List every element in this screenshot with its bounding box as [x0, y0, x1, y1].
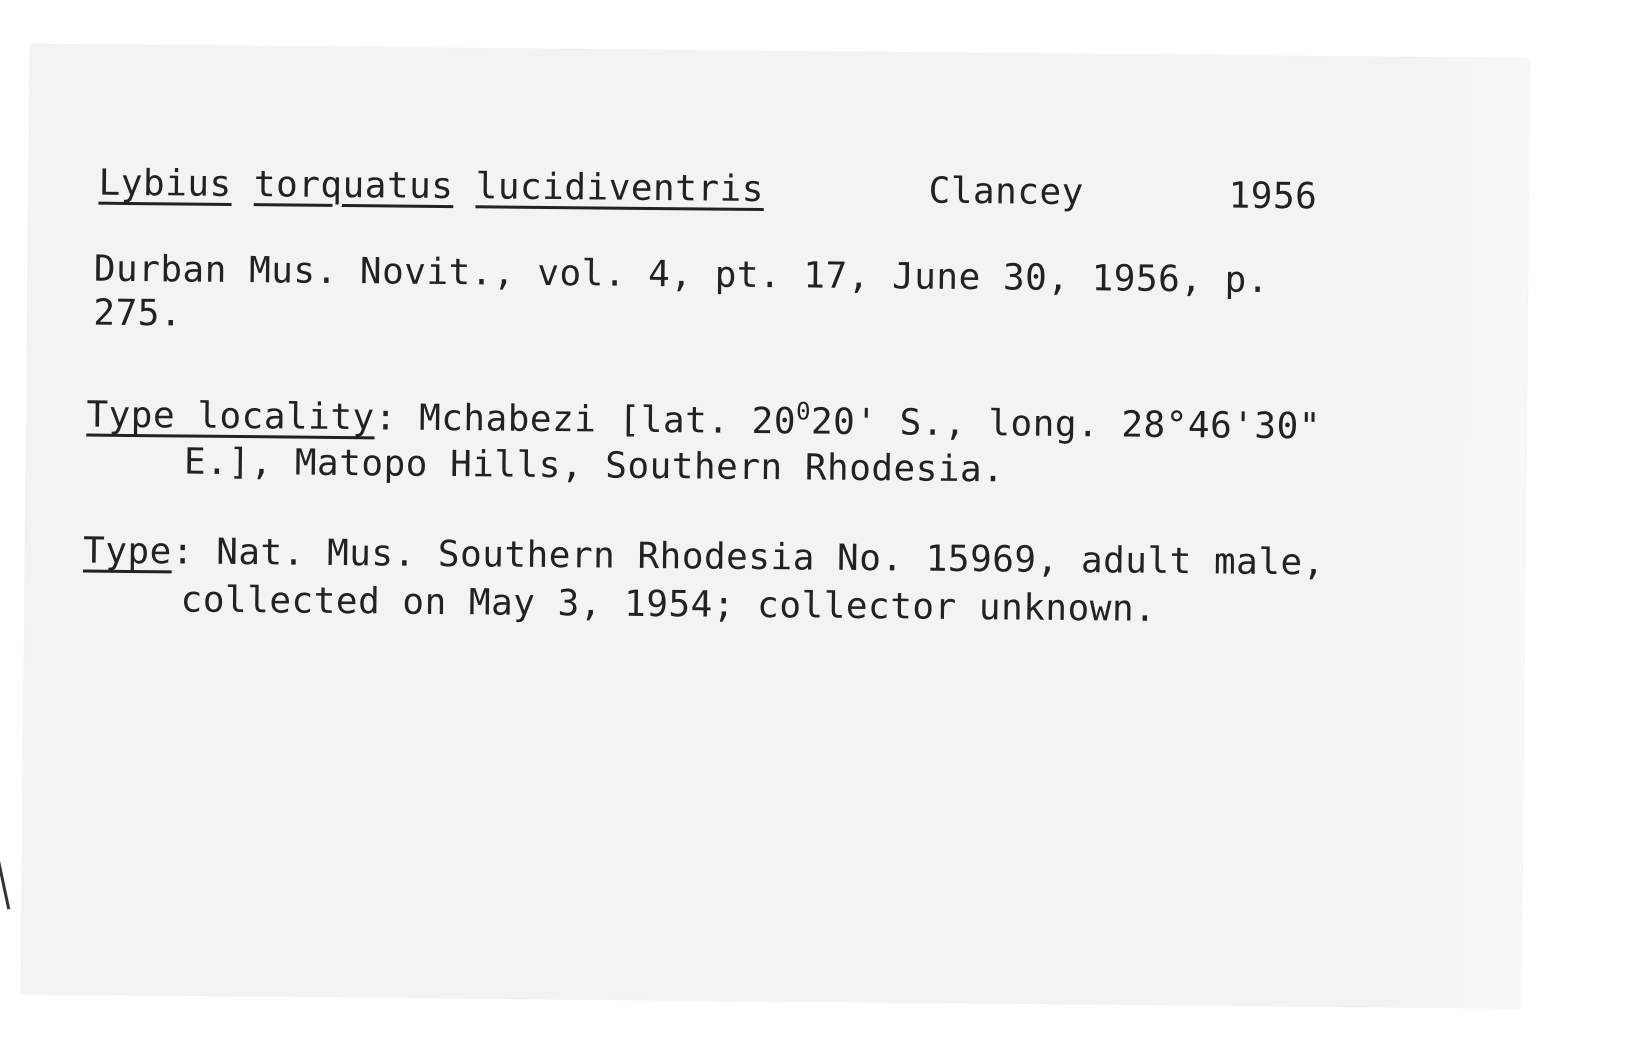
species-name: torquatus — [253, 164, 454, 208]
type-label: Type — [82, 530, 173, 573]
genus-name: Lybius — [98, 162, 232, 205]
publication-year: 1956 — [1228, 175, 1318, 218]
type-line-1 — [83, 531, 1325, 585]
type-locality-separator: : — [374, 397, 398, 439]
type-locality-label: Type locality — [86, 394, 375, 439]
type-locality-text-b: 20' S., long. 28°46'30" — [810, 401, 1322, 448]
degree-superscript: 0 — [795, 397, 812, 426]
type-locality-text-a: Mchabezi [lat. 20 — [396, 397, 797, 443]
type-locality-line-2: E.], Matopo Hills, Southern Rhodesia. — [183, 441, 1005, 491]
subspecies-name: lucidiventris — [475, 166, 765, 211]
type-separator: : — [171, 531, 195, 573]
citation-line-2: 275. — [93, 292, 183, 335]
type-text: Nat. Mus. Southern Rhodesia No. 15969, adult male, — [193, 531, 1326, 584]
index-card — [21, 44, 1530, 1008]
taxon-name — [98, 163, 764, 211]
author-name: Clancey — [928, 170, 1085, 214]
type-line-2: collected on May 3, 1954; collector unknown. — [180, 579, 1157, 630]
scan-edge-mark — [0, 840, 10, 909]
citation-line-1: Durban Mus. Novit., vol. 4, pt. 17, June 30, 1956, p. — [93, 248, 1270, 301]
